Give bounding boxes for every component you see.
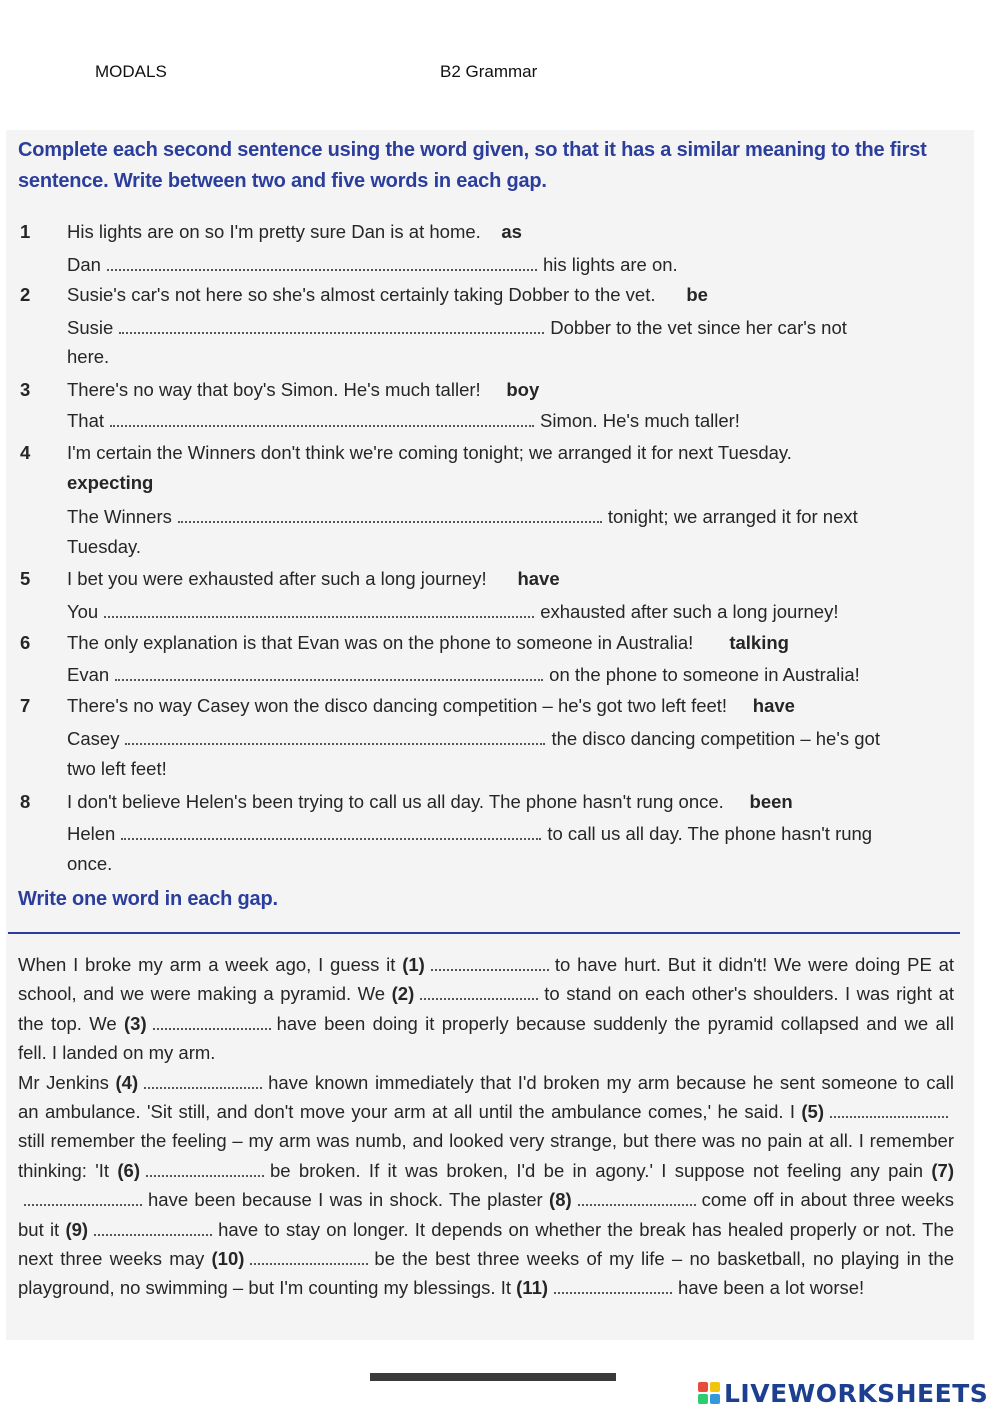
keyword: be xyxy=(686,284,708,305)
keyword: expecting xyxy=(67,472,154,493)
item-sentence: There's no way that boy's Simon. He's much taller! boy xyxy=(67,379,540,400)
item-number: 7 xyxy=(20,695,31,716)
keyword: been xyxy=(749,791,793,812)
keyword: have xyxy=(517,568,560,589)
section-divider xyxy=(8,932,960,934)
item-sentence: The only explanation is that Evan was on the phone to someone in Australia! talking xyxy=(67,632,789,653)
gap-number: (2) xyxy=(391,983,415,1005)
answer-gap[interactable] xyxy=(110,407,534,427)
keyword: boy xyxy=(506,379,540,400)
item-number: 6 xyxy=(20,632,31,653)
gap-input[interactable] xyxy=(554,1276,672,1294)
item-number: 5 xyxy=(20,568,31,589)
gap-input[interactable] xyxy=(24,1188,142,1206)
worksheet-level: B2 Grammar xyxy=(440,62,538,81)
item-answer-line: Evan on the phone to someone in Australia! xyxy=(67,660,860,690)
item-answer-line: You exhausted after such a long journey! xyxy=(67,597,838,627)
logo-grid-icon xyxy=(698,1382,720,1404)
gap-number: (9) xyxy=(65,1218,89,1240)
logo-square-icon xyxy=(710,1382,720,1392)
answer-gap[interactable] xyxy=(178,503,602,523)
cloze-passage xyxy=(18,950,954,1303)
gap-input[interactable] xyxy=(578,1188,696,1206)
liveworksheets-logo xyxy=(698,1378,988,1408)
gap-input[interactable] xyxy=(144,1071,262,1089)
gap-input[interactable] xyxy=(250,1247,368,1265)
gap-number: (4) xyxy=(115,1071,139,1093)
item-answer-line: Dan his lights are on. xyxy=(67,250,678,280)
answer-gap[interactable] xyxy=(104,598,534,618)
answer-gap[interactable] xyxy=(125,725,545,745)
gap-input[interactable] xyxy=(431,953,549,971)
gap-input[interactable] xyxy=(146,1159,264,1177)
page-header xyxy=(0,62,1000,86)
answer-gap[interactable] xyxy=(119,314,544,334)
item-sentence: There's no way Casey won the disco dancing competition – he's got two left feet! have xyxy=(67,695,795,716)
gap-number: (10) xyxy=(211,1248,245,1270)
answer-gap[interactable] xyxy=(115,661,543,681)
item-answer-continuation: two left feet! xyxy=(67,758,167,779)
item-answer-continuation: here. xyxy=(67,346,110,367)
worksheet-topic: MODALS xyxy=(95,62,167,81)
logo-square-icon xyxy=(710,1394,720,1404)
gap-number: (3) xyxy=(124,1012,147,1034)
instruction-part1: Complete each second sentence using the word given, so that it has a similar meaning to the first sentence. Write between two and five words in each gap. xyxy=(18,139,927,192)
item-answer-line: That Simon. He's much taller! xyxy=(67,406,740,436)
gap-number: (6) xyxy=(117,1159,140,1181)
item-sentence: I'm certain the Winners don't think we're coming tonight; we arranged it for next Tuesday. xyxy=(67,442,792,463)
gap-number: (8) xyxy=(549,1189,572,1211)
item-answer-continuation: Tuesday. xyxy=(67,536,142,557)
item-sentence: I don't believe Helen's been trying to call us all day. The phone hasn't rung once. been xyxy=(67,791,793,812)
item-number: 8 xyxy=(20,791,31,812)
scroll-bar[interactable] xyxy=(370,1373,616,1381)
answer-gap[interactable] xyxy=(107,251,537,271)
passage-paragraph: When I broke my arm a week ago, I guess it (1) to have hurt. But it didn't! We were doing PE at school, and we were making a pyramid. We (2) to stand on each other's shoulders. I was right at the top. We (3) have been doing it properly because suddenly the pyramid collapsed and we all fell. I landed on my arm. xyxy=(18,954,955,1064)
logo-square-icon xyxy=(698,1382,708,1392)
gap-number: (5) xyxy=(801,1101,825,1123)
item-answer-line: Casey the disco dancing competition – he's got xyxy=(67,724,880,754)
item-number: 3 xyxy=(20,379,31,400)
item-answer-line: Helen to call us all day. The phone hasn't rung xyxy=(67,819,872,849)
item-sentence: I bet you were exhausted after such a long journey! have xyxy=(67,568,560,589)
gap-input[interactable] xyxy=(94,1218,212,1236)
gap-number: (1) xyxy=(402,954,425,975)
logo-text: LIVEWORKSHEETS xyxy=(724,1378,989,1408)
gap-input[interactable] xyxy=(420,982,538,1000)
logo-square-icon xyxy=(698,1394,708,1404)
item-number: 2 xyxy=(20,284,31,305)
item-number: 1 xyxy=(20,221,31,242)
gap-number: (7) xyxy=(931,1159,955,1181)
gap-input[interactable] xyxy=(153,1012,271,1030)
gap-input[interactable] xyxy=(830,1100,948,1118)
item-sentence: His lights are on so I'm pretty sure Dan is at home. as xyxy=(67,221,522,242)
gap-number: (11) xyxy=(516,1277,549,1299)
keyword: as xyxy=(501,221,522,242)
passage-paragraph: Mr Jenkins (4) have known immediately that I'd broken my arm because he sent someone to call an ambulance. 'Sit still, and don't move your arm at all until the ambulance comes,' he said. I (5)still remember the feeling – my arm was numb, and looked very strange, but there was no pain at all. I remember thinking: 'It (6) be broken. If it was broken, I'd be in agony.' I suppose not feeling any pain (7)have been because I was in shock. The plaster (8) come off in about three weeks but it (9) have to stay on longer. It depends on whether the break has healed properly or not. The next three weeks may (10) be the best three weeks of my life – no basketball, no playing in the playground, no swimming – but I'm counting my blessings. It (11) have been a lot worse! xyxy=(18,1071,955,1299)
item-answer-line: The Winners tonight; we arranged it for next xyxy=(67,502,858,532)
item-number: 4 xyxy=(20,442,31,463)
keyword: talking xyxy=(729,632,789,653)
item-answer-continuation: once. xyxy=(67,853,113,874)
item-sentence: Susie's car's not here so she's almost certainly taking Dobber to the vet. be xyxy=(67,284,708,305)
keyword: have xyxy=(752,695,795,716)
answer-gap[interactable] xyxy=(121,820,541,840)
item-answer-line: Susie Dobber to the vet since her car's not xyxy=(67,313,847,343)
instruction-part2: Write one word in each gap. xyxy=(18,888,278,910)
